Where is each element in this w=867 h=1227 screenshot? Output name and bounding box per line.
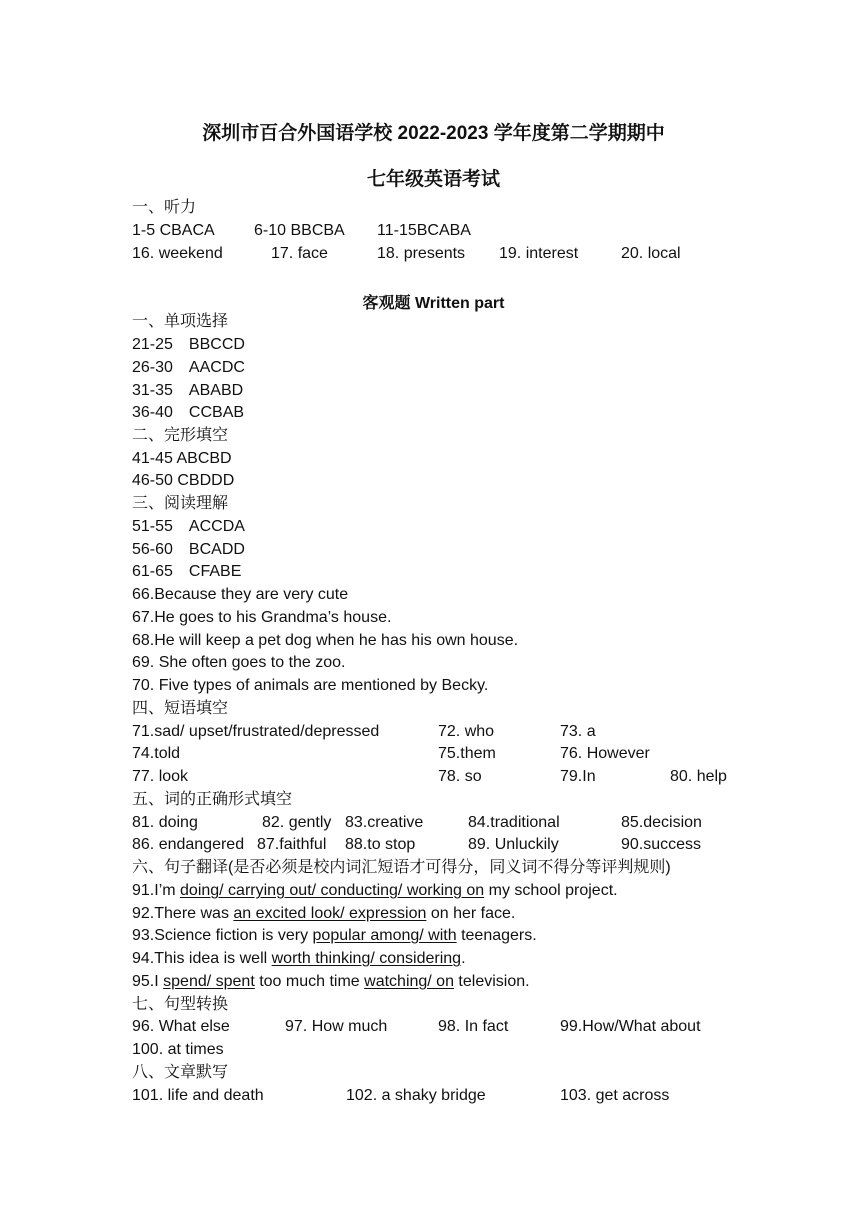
answer-line: 70. Five types of animals are mentioned by Becky.: [132, 677, 489, 694]
underlined-answer: watching/ on: [364, 973, 454, 990]
answer-item: 102. a shaky bridge: [346, 1087, 486, 1104]
sentence-text: .: [461, 950, 466, 967]
answer-item: 19. interest: [499, 245, 579, 262]
sentence-text: 95.I: [132, 973, 164, 990]
sentence-text: 92.There was: [132, 905, 234, 922]
translation-line-95: [132, 972, 530, 992]
section-heading: 四、短语填空: [132, 700, 229, 717]
document-subtitle: 七年级英语考试: [366, 169, 500, 190]
answer-item: 86. endangered: [132, 836, 245, 853]
section-heading: 五、词的正确形式填空: [132, 791, 293, 808]
answer-item: 97. How much: [285, 1018, 388, 1035]
section-heading: 一、单项选择: [132, 313, 229, 330]
answer-line: 69. She often goes to the zoo.: [132, 654, 346, 671]
written-part-heading: 客观题 Written part: [362, 295, 505, 312]
answer-item: 79.In: [560, 768, 596, 785]
section-heading: 八、文章默写: [132, 1064, 229, 1081]
translation-line-91: [132, 881, 618, 901]
answer-item: 1-5 CBACA: [132, 222, 215, 239]
sentence-text: 91.I’m: [132, 882, 181, 899]
section-heading: 七、句型转换: [132, 996, 229, 1013]
answer-line: 31-35 ABABD: [132, 382, 244, 399]
answer-item: 88.to stop: [345, 836, 416, 853]
answer-item: 16. weekend: [132, 245, 223, 262]
sentence-text: on her face.: [426, 905, 516, 922]
answer-item: 17. face: [271, 245, 328, 262]
answer-item: 76. However: [560, 745, 650, 762]
answer-line: 61-65 CFABE: [132, 563, 242, 580]
answer-item: 82. gently: [262, 814, 332, 831]
sentence-text: teenagers.: [456, 927, 537, 944]
sentence-text: my school project.: [484, 882, 618, 899]
answer-item: 90.success: [621, 836, 702, 853]
section-heading-listening: 一、听力: [132, 199, 197, 216]
answer-item: 89. Unluckily: [468, 836, 559, 853]
answer-item: 98. In fact: [438, 1018, 509, 1035]
section-heading: 二、完形填空: [132, 427, 229, 444]
answer-line: 21-25 BBCCD: [132, 336, 245, 353]
answer-item: 101. life and death: [132, 1087, 264, 1104]
sentence-text: 93.Science fiction is very: [132, 927, 313, 944]
answer-item: 11-15BCABA: [377, 222, 471, 239]
answer-item: 85.decision: [621, 814, 702, 831]
answer-item: 96. What else: [132, 1018, 230, 1035]
answer-item: 74.told: [132, 745, 181, 762]
answer-item: 84.traditional: [468, 814, 560, 831]
answer-line: 41-45 ABCBD: [132, 450, 232, 467]
translation-line-93: [132, 926, 537, 946]
answer-item: 18. presents: [377, 245, 466, 262]
answer-item: 83.creative: [345, 814, 424, 831]
answer-item: 6-10 BBCBA: [254, 222, 345, 239]
underlined-answer: doing/ carrying out/ conducting/ working on: [180, 882, 485, 899]
underlined-answer: worth thinking/ considering: [271, 950, 462, 967]
answer-item: 78. so: [438, 768, 482, 785]
answer-item: 20. local: [621, 245, 681, 262]
answer-item: 80. help: [670, 768, 727, 785]
answer-line: 68.He will keep a pet dog when he has his own house.: [132, 632, 519, 649]
underlined-answer: an excited look/ expression: [233, 905, 427, 922]
section-heading: 三、阅读理解: [132, 495, 229, 512]
answer-item: 77. look: [132, 768, 189, 785]
translation-line-94: [132, 949, 466, 969]
answer-line: 36-40 CCBAB: [132, 404, 245, 421]
answer-line: 67.He goes to his Grandma’s house.: [132, 609, 392, 626]
answer-item: 87.faithful: [257, 836, 327, 853]
answer-item: 103. get across: [560, 1087, 670, 1104]
sentence-text: too much time: [254, 973, 365, 990]
underlined-answer: spend/ spent: [163, 973, 255, 990]
sentence-text: television.: [453, 973, 530, 990]
answer-line: 46-50 CBDDD: [132, 472, 235, 489]
answer-line: 26-30 AACDC: [132, 359, 245, 376]
answer-item: 81. doing: [132, 814, 198, 831]
translation-line-92: [132, 904, 515, 924]
sentence-text: 94.This idea is well: [132, 950, 272, 967]
answer-item: 72. who: [438, 723, 495, 740]
answer-item: 71.sad/ upset/frustrated/depressed: [132, 723, 380, 740]
answer-item: 100. at times: [132, 1041, 224, 1058]
answer-line: 56-60 BCADD: [132, 541, 245, 558]
underlined-answer: popular among/ with: [312, 927, 457, 944]
answer-line: 51-55 ACCDA: [132, 518, 245, 535]
section-heading: 六、句子翻译(是否必须是校内词汇短语才可得分，同义词不得分等评判规则): [132, 859, 671, 876]
answer-line: 66.Because they are very cute: [132, 586, 349, 603]
document-title: 深圳市百合外国语学校 2022-2023 学年度第二学期期中: [202, 123, 665, 144]
answer-item: 99.How/What about: [560, 1018, 701, 1035]
answer-item: 75.them: [438, 745, 496, 762]
answer-item: 73. a: [560, 723, 596, 740]
